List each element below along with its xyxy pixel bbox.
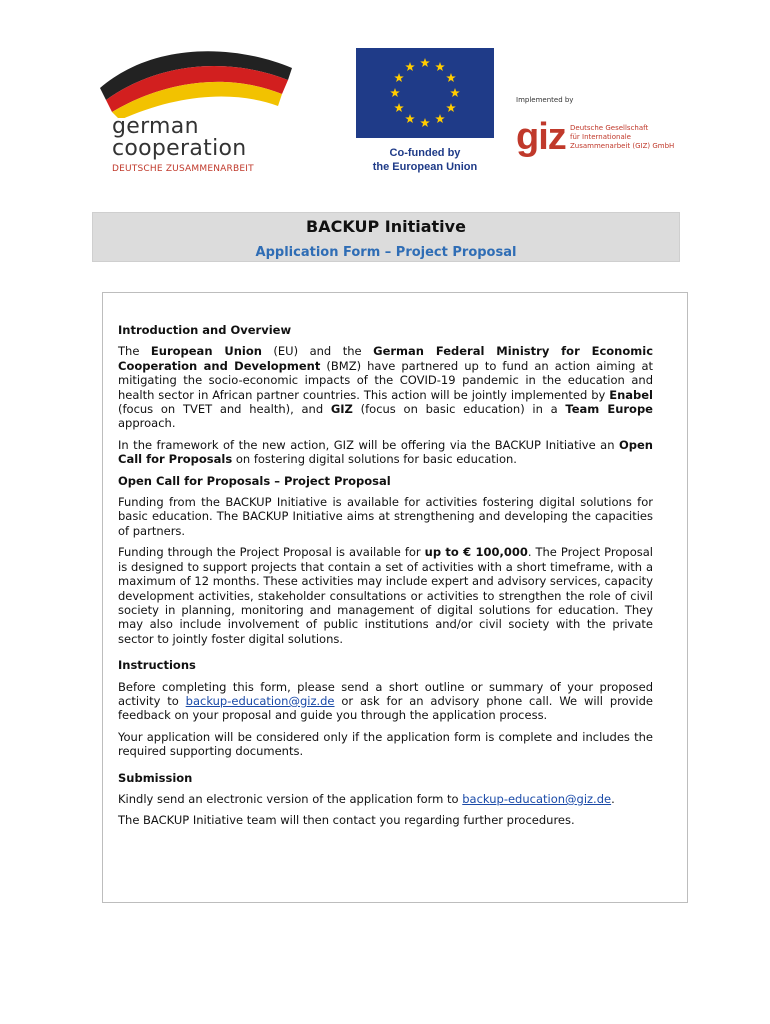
eu-cofunded-line: Co-funded by	[389, 147, 461, 159]
giz-desc-line1: Deutsche Gesellschaft	[570, 124, 649, 132]
cooperation-word: cooperation	[112, 136, 247, 161]
page-title: BACKUP Initiative	[306, 217, 466, 236]
submission-heading: Submission	[118, 770, 193, 785]
content-box	[102, 292, 688, 903]
instructions-paragraph-2: Your application will be considered only if the application form is complete and includes the required supporting documents.	[118, 729, 653, 759]
german-cooperation-logo	[92, 48, 327, 178]
giz-description	[570, 124, 680, 151]
email-link[interactable]: backup-education@giz.de	[185, 693, 335, 708]
eu-flag-icon	[356, 48, 494, 138]
implemented-by-label: Implemented by	[516, 96, 574, 104]
giz-desc-line3: Zusammenarbeit (GIZ) GmbH	[570, 142, 675, 150]
page-subtitle: Application Form – Project Proposal	[255, 245, 517, 260]
open-call-paragraph-2: Funding through the Project Proposal is available for up to € 100,000. The Project Proposal is designed to support projects that contain a set of activities with a short timeframe, with a maximum of 12 months. These activities may include expert and advisory services, capacity development activities, stakeholder consultations or activities to strengthen the role of civil society in planning, monitoring and management of digital solutions for education. They may also include involvement of public institutions and/or civil society with the private sector to jointly foster digital solutions.	[118, 545, 653, 646]
eu-union-line: the European Union	[372, 161, 478, 173]
german-flag-ribbon-icon	[92, 48, 327, 118]
deutsche-zusammenarbeit: DEUTSCHE ZUSAMMENARBEIT	[112, 164, 254, 174]
submission-email-link[interactable]: backup-education@giz.de	[462, 791, 612, 806]
giz-desc-line2: für Internationale	[570, 133, 631, 141]
intro-paragraph-2: In the framework of the new action, GIZ will be offering via the BACKUP Initiative an Open Call for Proposals on fostering digital solutions for basic education.	[118, 437, 653, 467]
giz-logo: giz	[516, 116, 566, 158]
intro-heading: Introduction and Overview	[118, 323, 292, 337]
open-call-paragraph-1: Funding from the BACKUP Initiative is available for activities fostering digital solutions for basic education. The BACKUP Initiative aims at strengthening and developing the capacities of partners.	[118, 495, 653, 538]
submission-paragraph-2: The BACKUP Initiative team will then contact you regarding further procedures.	[118, 813, 575, 828]
submission-paragraph-1: Kindly send an electronic version of the application form to backup-education@giz.de.	[118, 791, 615, 806]
eu-cofunded-text	[356, 146, 494, 174]
title-band	[92, 212, 680, 262]
instructions-paragraph-1: Before completing this form, please send a short outline or summary of your proposed activity to backup-education@giz.de or ask for an advisory phone call. We will provide feedback on your proposal and guide you through the application process.	[118, 679, 654, 723]
instructions-heading: Instructions	[118, 658, 196, 673]
open-call-heading: Open Call for Proposals – Project Proposal	[118, 473, 391, 488]
intro-paragraph-1: The European Union (EU) and the German Federal Ministry for Economic Cooperation and Development (BMZ) have partnered up to fund an action aiming at mitigating the socio-economic impacts of the COVID-19 pandemic in the education and health sector in African partner countries. This action will be jointly implemented by Enabel (focus on TVET and health), and GIZ (focus on basic education) in a Team Europe approach.	[118, 344, 654, 431]
german-word: german	[112, 114, 199, 139]
